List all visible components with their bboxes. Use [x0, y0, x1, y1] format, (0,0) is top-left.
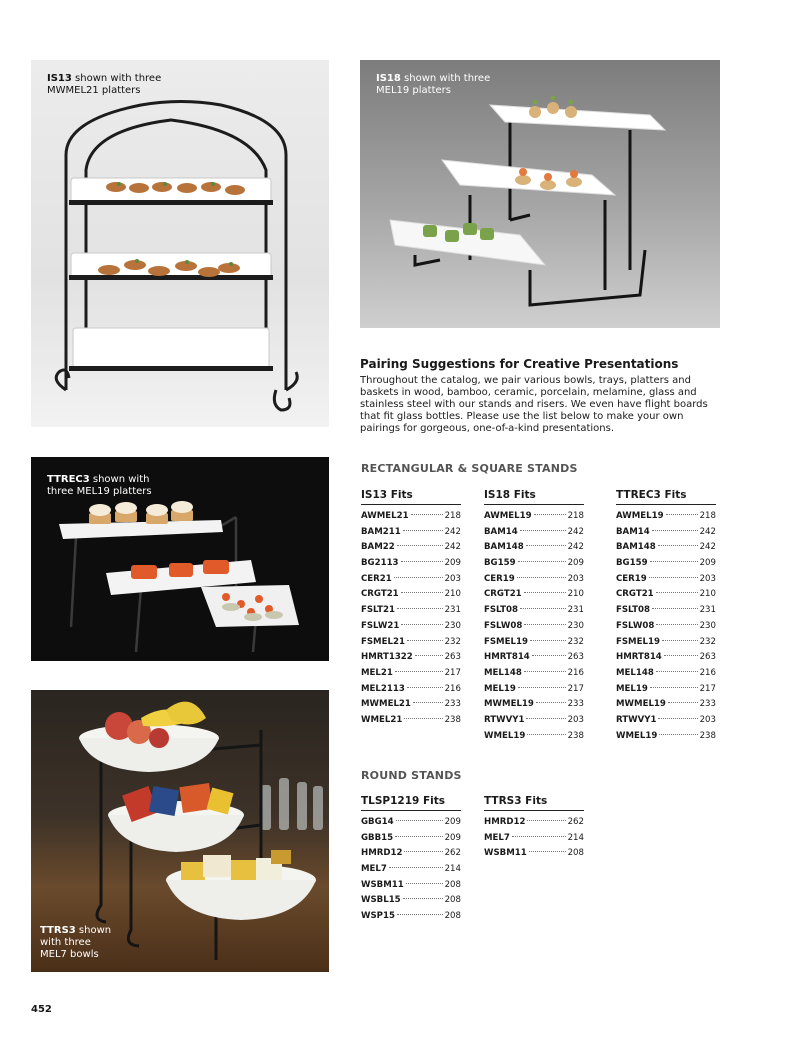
fits-row — [484, 603, 584, 619]
fits-list-rows — [484, 509, 584, 744]
item-code: WSP15 — [361, 911, 395, 922]
item-code: GBB15 — [361, 832, 394, 843]
item-code: WSBL15 — [361, 895, 401, 906]
dot-leader — [404, 851, 442, 852]
fits-row — [484, 650, 584, 666]
item-code: HMRT1322 — [361, 652, 413, 663]
dot-leader — [520, 608, 566, 609]
fits-row — [361, 525, 461, 541]
fits-row — [616, 587, 716, 603]
fits-row — [484, 697, 584, 713]
page-ref: 216 — [699, 667, 716, 678]
page-ref: 203 — [444, 573, 461, 584]
dot-leader — [526, 545, 566, 546]
item-code: CRGT21 — [361, 589, 399, 600]
fits-list-heading: IS18 Fits — [484, 489, 584, 505]
fits-row — [484, 831, 584, 847]
caption-code: IS18 — [376, 73, 401, 84]
dot-leader — [527, 734, 565, 735]
dot-leader — [524, 671, 566, 672]
fits-row — [616, 666, 716, 682]
item-code: HMRD12 — [361, 848, 403, 859]
fits-row — [616, 697, 716, 713]
dot-leader — [656, 671, 698, 672]
page-ref: 231 — [699, 605, 716, 616]
item-code: FSLW21 — [361, 620, 400, 631]
item-code: AWMEL19 — [616, 511, 664, 521]
dot-leader — [666, 514, 698, 515]
dot-leader — [406, 883, 443, 884]
fits-row — [484, 540, 584, 556]
item-code: FSMEL19 — [484, 636, 528, 647]
fits-row — [616, 540, 716, 556]
section-title-round: ROUND STANDS — [361, 769, 462, 782]
fits-list-ttrec3 — [616, 489, 716, 744]
page-ref: 263 — [444, 652, 461, 663]
dot-leader — [395, 836, 442, 837]
page-ref: 232 — [567, 636, 584, 647]
dot-leader — [403, 530, 443, 531]
dot-leader — [524, 624, 565, 625]
item-code: BG159 — [616, 558, 648, 569]
fits-row — [361, 619, 461, 635]
intro-title: Pairing Suggestions for Creative Presentations — [360, 357, 679, 371]
fits-list-rows — [616, 509, 716, 744]
dot-leader — [656, 624, 697, 625]
item-code: CRGT21 — [616, 589, 654, 600]
fits-row — [361, 878, 461, 894]
page-ref: 232 — [699, 636, 716, 647]
item-code: MEL21 — [361, 667, 393, 678]
item-code: FSLT08 — [484, 605, 518, 616]
fits-row — [361, 635, 461, 651]
dot-leader — [534, 514, 566, 515]
dot-leader — [668, 702, 698, 703]
item-code: GBG14 — [361, 817, 394, 827]
dot-leader — [530, 640, 566, 641]
item-code: BG159 — [484, 558, 516, 569]
fits-row — [484, 682, 584, 698]
dot-leader — [518, 687, 566, 688]
page-ref: 209 — [444, 832, 461, 843]
dot-leader — [407, 687, 443, 688]
fits-row — [361, 815, 461, 831]
page-ref: 233 — [444, 699, 461, 710]
page-ref: 203 — [567, 573, 584, 584]
page-ref: 216 — [567, 667, 584, 678]
page-ref: 209 — [444, 817, 461, 827]
fits-list-heading: TLSP1219 Fits — [361, 795, 461, 811]
dot-leader — [650, 687, 698, 688]
item-code: MWMEL21 — [361, 699, 411, 710]
page-ref: 231 — [567, 605, 584, 616]
page-ref: 242 — [699, 542, 716, 553]
caption-is13: IS13 shown with three MWMEL21 platters — [47, 73, 162, 96]
item-code: FSLW08 — [484, 620, 523, 631]
fits-row — [484, 713, 584, 729]
page-ref: 208 — [444, 895, 461, 906]
fits-row — [484, 815, 584, 831]
dot-leader — [649, 577, 698, 578]
item-code: AWMEL21 — [361, 511, 409, 521]
dot-leader — [520, 530, 566, 531]
dot-leader — [652, 608, 698, 609]
page-ref: 230 — [444, 620, 461, 631]
page-ref: 217 — [699, 683, 716, 694]
fits-row — [361, 572, 461, 588]
item-code: MEL19 — [484, 683, 516, 694]
fits-row — [616, 572, 716, 588]
page-ref: 218 — [699, 511, 716, 521]
item-code: BAM211 — [361, 526, 401, 537]
page-ref: 208 — [444, 879, 461, 890]
item-code: WMEL19 — [616, 730, 658, 741]
page-ref: 203 — [699, 714, 716, 725]
fits-row — [361, 650, 461, 666]
fits-list-rows — [484, 815, 584, 862]
dot-leader — [532, 655, 566, 656]
fits-list-heading: IS13 Fits — [361, 489, 461, 505]
fits-row — [484, 587, 584, 603]
item-code: WMEL19 — [484, 730, 526, 741]
item-code: MEL2113 — [361, 683, 405, 694]
fits-row — [361, 862, 461, 878]
dot-leader — [536, 702, 566, 703]
dot-leader — [527, 820, 565, 821]
fits-row — [484, 556, 584, 572]
page-ref: 262 — [444, 848, 461, 859]
item-code: WSBM11 — [484, 848, 527, 859]
dot-leader — [517, 577, 566, 578]
fits-row — [361, 846, 461, 862]
fits-list-is13 — [361, 489, 461, 729]
item-code: MEL148 — [616, 667, 654, 678]
dot-leader — [529, 851, 566, 852]
page-ref: 231 — [444, 605, 461, 616]
page-ref: 217 — [444, 667, 461, 678]
dot-leader — [396, 820, 443, 821]
page-ref: 242 — [567, 542, 584, 553]
fits-row — [361, 713, 461, 729]
page-ref: 238 — [699, 730, 716, 741]
item-code: BAM148 — [484, 542, 524, 553]
item-code: CER19 — [616, 573, 647, 584]
dot-leader — [397, 608, 443, 609]
item-code: BAM14 — [616, 526, 650, 537]
fits-row — [361, 893, 461, 909]
item-code: CER21 — [361, 573, 392, 584]
item-code: CRGT21 — [484, 589, 522, 600]
item-code: MEL7 — [361, 864, 387, 875]
item-code: CER19 — [484, 573, 515, 584]
page-ref: 216 — [444, 683, 461, 694]
page-ref: 242 — [567, 526, 584, 537]
page-ref: 242 — [699, 526, 716, 537]
page-ref: 233 — [699, 699, 716, 710]
dot-leader — [411, 514, 443, 515]
fits-row — [616, 525, 716, 541]
fits-row — [361, 603, 461, 619]
dot-leader — [518, 561, 566, 562]
page-ref: 209 — [567, 558, 584, 569]
page-ref: 230 — [567, 620, 584, 631]
item-code: WSBM11 — [361, 879, 404, 890]
dot-leader — [650, 561, 698, 562]
fits-row — [484, 619, 584, 635]
dot-leader — [403, 898, 443, 899]
item-code: HMRD12 — [484, 817, 526, 827]
page-ref: 208 — [444, 911, 461, 922]
item-code: AWMEL19 — [484, 511, 532, 521]
page-ref: 210 — [699, 589, 716, 600]
item-code: FSLW08 — [616, 620, 655, 631]
dot-leader — [413, 702, 443, 703]
dot-leader — [401, 624, 442, 625]
photo-is18-stand — [360, 60, 720, 328]
dot-leader — [664, 655, 698, 656]
item-code: RTWVY1 — [616, 714, 657, 725]
page-ref: 242 — [444, 526, 461, 537]
item-code: FSLT08 — [616, 605, 650, 616]
fits-row — [361, 556, 461, 572]
page-ref: 217 — [567, 683, 584, 694]
item-code: MWMEL19 — [616, 699, 666, 710]
page-ref: 209 — [444, 558, 461, 569]
dot-leader — [658, 545, 698, 546]
fits-row — [616, 619, 716, 635]
dot-leader — [401, 561, 443, 562]
dot-leader — [395, 671, 443, 672]
fits-list-is18 — [484, 489, 584, 744]
fits-row — [484, 509, 584, 525]
fits-row — [484, 846, 584, 862]
fits-row — [361, 540, 461, 556]
item-code: HMRT814 — [484, 652, 530, 663]
caption-code: TTRS3 — [40, 925, 76, 936]
dot-leader — [397, 914, 443, 915]
fits-row — [361, 587, 461, 603]
page-ref: 238 — [567, 730, 584, 741]
fits-row — [616, 682, 716, 698]
item-code: MEL148 — [484, 667, 522, 678]
fits-row — [361, 666, 461, 682]
fits-list-ttrs3 — [484, 795, 584, 862]
page-ref: 262 — [567, 817, 584, 827]
fits-row — [484, 729, 584, 745]
dot-leader — [401, 592, 443, 593]
item-code: BAM14 — [484, 526, 518, 537]
page-ref: 209 — [699, 558, 716, 569]
fits-row — [484, 525, 584, 541]
page-ref: 210 — [567, 589, 584, 600]
page-ref: 214 — [567, 832, 584, 843]
page-ref: 233 — [567, 699, 584, 710]
dot-leader — [524, 592, 566, 593]
dot-leader — [389, 867, 443, 868]
item-code: MWMEL19 — [484, 699, 534, 710]
item-code: HMRT814 — [616, 652, 662, 663]
item-code: BAM22 — [361, 542, 395, 553]
caption-code: IS13 — [47, 73, 72, 84]
fits-list-rows — [361, 815, 461, 925]
intro-body: Throughout the catalog, we pair various bowls, trays, platters and baskets in wood, bamboo, ceramic, porcelain, melamine, glass and stainless steel with our stands and risers. We even have flight boards that fit glass bottles. Please use the list below to make your own pairings for gorgeous, one-of-a-kind presentations. — [360, 375, 708, 434]
page-ref: 208 — [567, 848, 584, 859]
fits-row — [616, 509, 716, 525]
caption-ttrec3: TTREC3 shown with three MEL19 platters — [47, 474, 152, 497]
dot-leader — [658, 718, 697, 719]
item-code: FSMEL19 — [616, 636, 660, 647]
intro-block — [360, 357, 720, 435]
page-ref: 232 — [444, 636, 461, 647]
fits-row — [616, 603, 716, 619]
fits-list-tlsp1219 — [361, 795, 461, 925]
item-code: MEL7 — [484, 832, 510, 843]
page-ref: 263 — [567, 652, 584, 663]
section-title-rectangular: RECTANGULAR & SQUARE STANDS — [361, 462, 578, 475]
fits-row — [361, 909, 461, 925]
item-code: MEL19 — [616, 683, 648, 694]
dot-leader — [652, 530, 698, 531]
page-ref: 203 — [567, 714, 584, 725]
page-ref: 218 — [444, 511, 461, 521]
fits-row — [484, 666, 584, 682]
fits-row — [616, 635, 716, 651]
page-ref: 242 — [444, 542, 461, 553]
fits-list-heading: TTREC3 Fits — [616, 489, 716, 505]
page-ref: 214 — [444, 864, 461, 875]
item-code: BAM148 — [616, 542, 656, 553]
item-code: FSMEL21 — [361, 636, 405, 647]
fits-list-heading: TTRS3 Fits — [484, 795, 584, 811]
fits-row — [361, 697, 461, 713]
dot-leader — [526, 718, 565, 719]
dot-leader — [512, 836, 566, 837]
page-ref: 203 — [699, 573, 716, 584]
fits-row — [616, 556, 716, 572]
fits-row — [361, 682, 461, 698]
fits-row — [484, 572, 584, 588]
photo-is13-stand — [31, 60, 329, 427]
fits-row — [616, 650, 716, 666]
item-code: FSLT21 — [361, 605, 395, 616]
fits-list-rows — [361, 509, 461, 729]
page-ref: 238 — [444, 714, 461, 725]
page-ref: 230 — [699, 620, 716, 631]
fits-row — [361, 509, 461, 525]
dot-leader — [404, 718, 442, 719]
item-code: WMEL21 — [361, 714, 403, 725]
fits-row — [484, 635, 584, 651]
dot-leader — [659, 734, 697, 735]
dot-leader — [407, 640, 443, 641]
caption-ttrs3: TTRS3 shown with three MEL7 bowls — [40, 925, 112, 960]
dot-leader — [415, 655, 443, 656]
page-ref: 263 — [699, 652, 716, 663]
fits-row — [616, 729, 716, 745]
page-ref: 210 — [444, 589, 461, 600]
page-number: 452 — [31, 1004, 52, 1015]
fits-row — [361, 831, 461, 847]
page-ref: 218 — [567, 511, 584, 521]
caption-is18: IS18 shown with three MEL19 platters — [376, 73, 491, 96]
dot-leader — [394, 577, 443, 578]
fits-row — [616, 713, 716, 729]
dot-leader — [397, 545, 443, 546]
dot-leader — [662, 640, 698, 641]
item-code: RTWVY1 — [484, 714, 525, 725]
item-code: BG2113 — [361, 558, 399, 569]
dot-leader — [656, 592, 698, 593]
caption-code: TTREC3 — [47, 474, 90, 485]
